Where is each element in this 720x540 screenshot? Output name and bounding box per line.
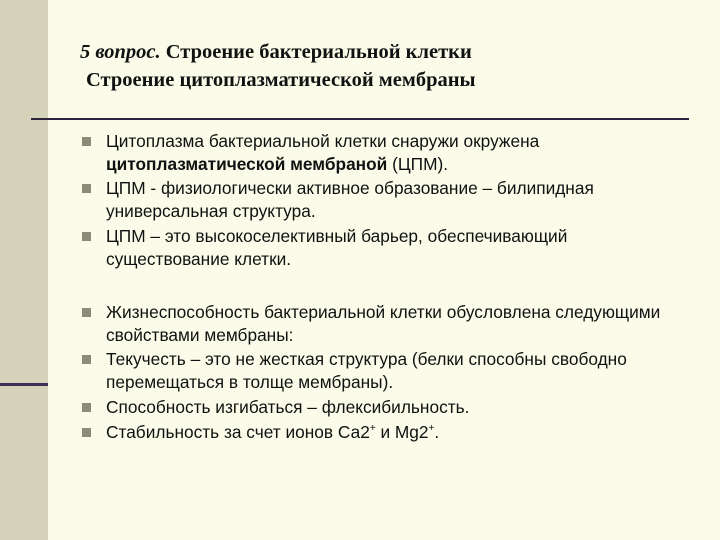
title-divider (31, 118, 689, 120)
title-line-1 (80, 38, 680, 66)
title-text: Строение бактериальной клетки (160, 41, 472, 63)
square-bullet-icon (82, 137, 91, 146)
square-bullet-icon (82, 184, 91, 193)
square-bullet-icon (82, 428, 91, 437)
item-text: Жизнеспособность бактериальной клетки обусловлена следующими свойствами мембраны: (106, 302, 661, 345)
superscript: + (428, 422, 435, 434)
superscript: + (369, 422, 376, 434)
list-item (82, 396, 692, 419)
square-bullet-icon (82, 403, 91, 412)
item-text: ЦПМ - физиологически активное образование – билипидная универсальная структура. (106, 178, 594, 222)
item-text: ЦПМ – это высокоселективный барьер, обеспечивающий существование клетки. (106, 225, 568, 269)
item-text-bold: цитоплазматической мембраной (106, 153, 388, 174)
item-text: Стабильность за счет ионов Са2 (106, 421, 370, 442)
list-item (82, 301, 692, 346)
title-line-2: Строение цитоплазматической мембраны (86, 69, 476, 91)
question-number: 5 вопрос. (80, 41, 161, 63)
item-text: . (434, 421, 440, 442)
list-item (82, 130, 692, 175)
square-bullet-icon (82, 308, 91, 317)
item-text: Цитоплазма бактериальной клетки снаружи окружена (106, 131, 540, 151)
item-text: Способность изгибаться – флексибильность. (106, 396, 470, 417)
list-item (82, 225, 692, 270)
bullet-list-2 (82, 301, 692, 445)
bullet-list-1 (82, 130, 692, 272)
slide-title (80, 38, 680, 94)
list-item (82, 421, 692, 444)
item-text: (ЦПМ). (387, 153, 449, 174)
list-item (82, 177, 692, 222)
square-bullet-icon (82, 355, 91, 364)
list-item (82, 348, 692, 393)
left-decorative-bar (0, 0, 48, 540)
square-bullet-icon (82, 232, 91, 241)
left-accent-stripe (0, 383, 48, 386)
item-text: и Mg2 (375, 421, 429, 442)
item-text: Текучесть – это не жесткая структура (белки способны свободно перемещаться в толще мембраны). (106, 349, 627, 393)
